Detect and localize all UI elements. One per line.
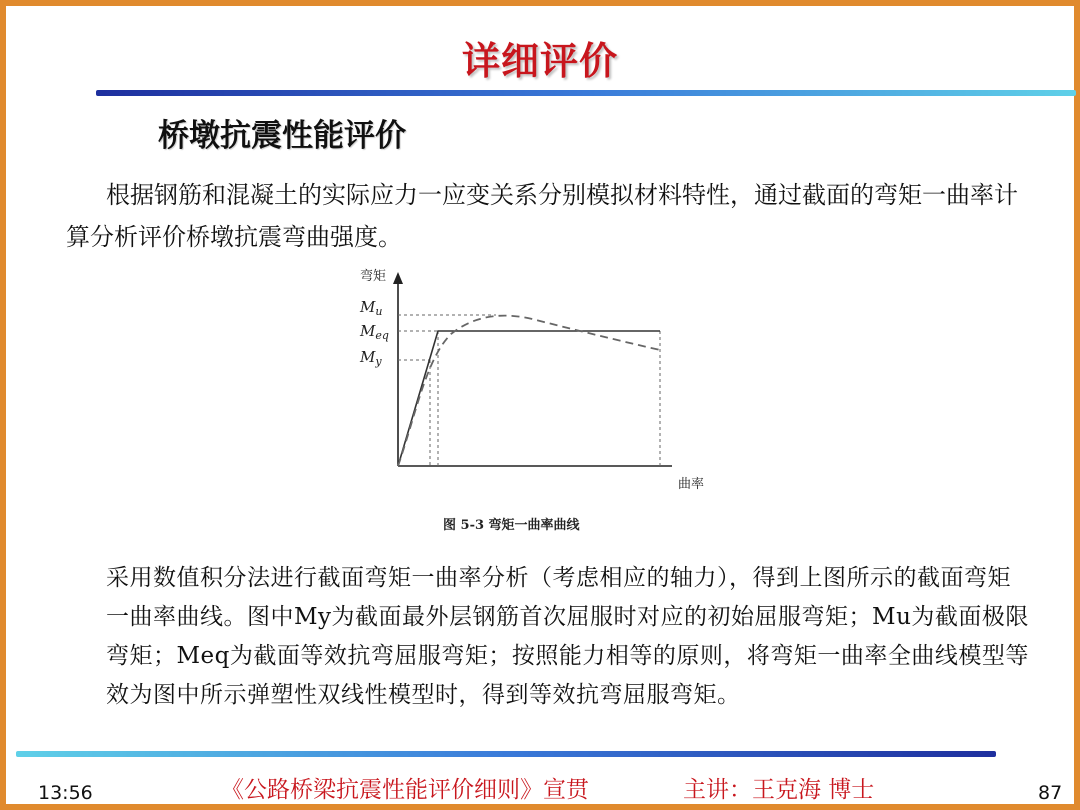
slide-title: 详细评价 — [461, 39, 618, 83]
meq-label: $M_{eq}$ — [360, 322, 389, 342]
section-subtitle: 桥墩抗震性能评价 — [158, 118, 406, 154]
footer-speaker: 主讲：王克海 博士 — [683, 777, 875, 803]
bottom-divider — [16, 751, 996, 757]
moment-curvature-figure — [346, 264, 746, 544]
actual-curve — [398, 316, 660, 466]
top-divider — [96, 90, 1076, 96]
intro-paragraph: 根据钢筋和混凝土的实际应力一应变关系分别模拟材料特性，通过截面的弯矩一曲率计算分析评价桥墩抗震弯曲强度。 — [66, 181, 1018, 251]
y-axis-label: 弯矩 — [360, 269, 387, 284]
footer-title: 《公路桥梁抗震性能评价细则》宣贯 — [221, 777, 589, 803]
body-paragraph: 采用数值积分法进行截面弯矩一曲率分析（考虑相应的轴力），得到上图所示的截面弯矩一曲率曲线。图中My为截面最外层钢筋首次屈服时对应的初始屈服弯矩；Mu为截面极限弯矩；Meq为截面等效抗弯屈服弯矩；按照能力相等的原则，将弯矩一曲率全曲线模型等效为图中所示弹塑性双线性模型时，得到等效抗弯屈服弯矩。 — [106, 565, 1029, 708]
my-label: $M_y$ — [360, 348, 382, 368]
figure-caption: 图 5-3 弯矩一曲率曲线 — [443, 518, 580, 533]
y-axis-arrow — [393, 272, 403, 284]
page-number: 87 — [1038, 782, 1063, 804]
footer-time: 13:56 — [38, 782, 93, 804]
x-axis-label: 曲率 — [678, 477, 705, 492]
mu-label: $M_u$ — [360, 298, 383, 318]
